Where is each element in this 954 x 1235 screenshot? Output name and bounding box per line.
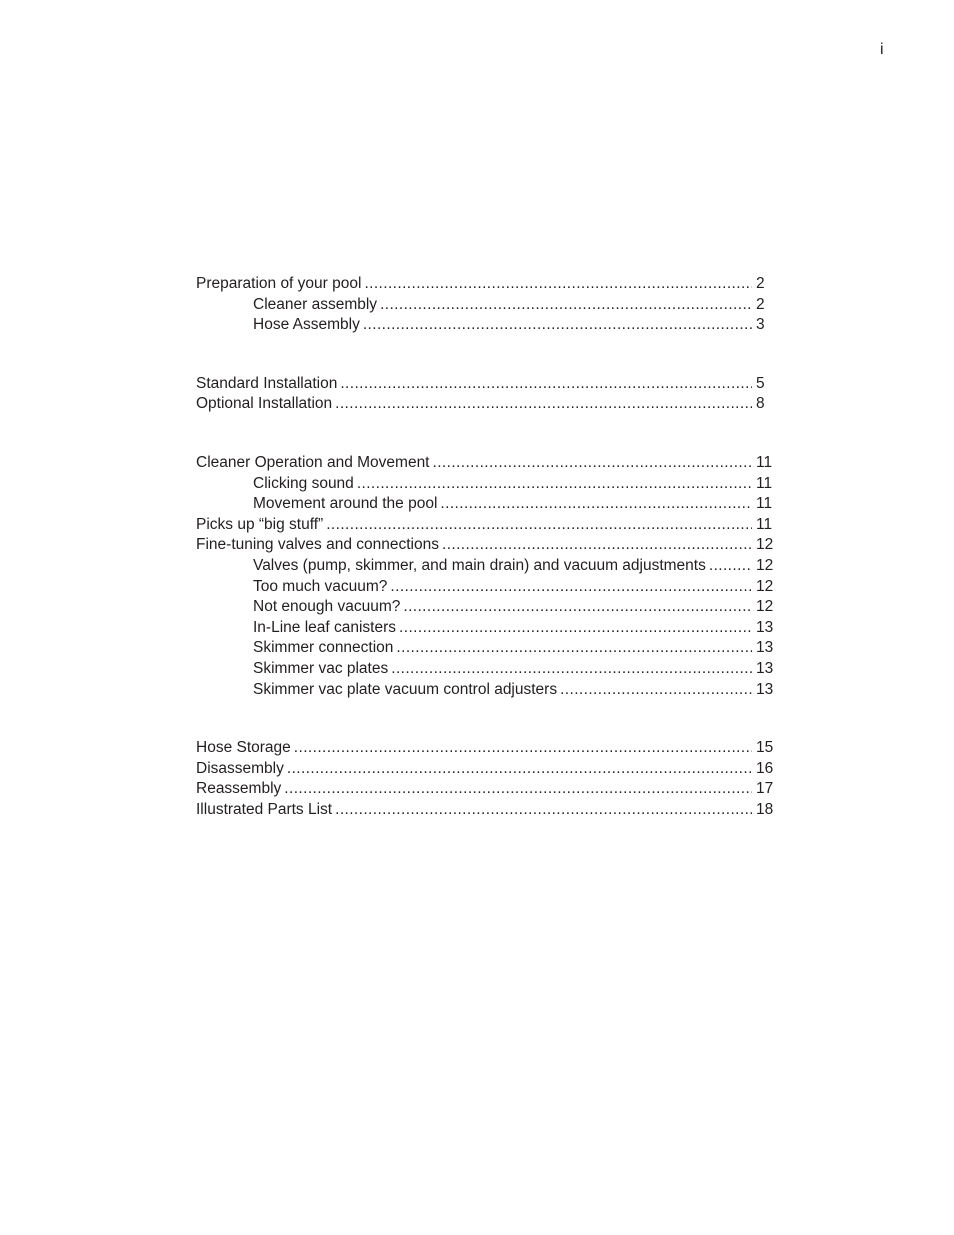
toc-entry-page: 13 [756, 639, 774, 657]
toc-entry-page: 11 [756, 515, 773, 533]
toc-entry-title: Disassembly [196, 759, 284, 777]
toc-entry [196, 556, 778, 577]
toc-entry-title: Hose Storage [196, 739, 291, 757]
toc-entry [196, 597, 778, 618]
toc-entry [196, 315, 778, 336]
toc-dot-leader [560, 680, 752, 701]
toc-entry [196, 738, 778, 759]
toc-entry [196, 515, 778, 536]
toc-entry [196, 295, 778, 316]
table-of-contents [196, 274, 778, 858]
toc-dot-leader [287, 759, 752, 780]
toc-entry-title: Clicking sound [253, 474, 354, 492]
toc-dot-leader [442, 535, 752, 556]
toc-group [196, 453, 778, 700]
toc-dot-leader [440, 494, 752, 515]
toc-dot-leader [391, 659, 752, 680]
toc-dot-leader [433, 453, 753, 474]
toc-entry-title: Not enough vacuum? [253, 598, 401, 616]
toc-entry [196, 474, 778, 495]
toc-entry-title: Skimmer vac plate vacuum control adjusters [253, 680, 558, 698]
toc-dot-leader [390, 577, 752, 598]
toc-entry-title: Picks up “big stuff” [196, 515, 324, 533]
toc-entry [196, 394, 778, 415]
toc-entry-page: 2 [756, 295, 765, 313]
toc-group [196, 274, 778, 336]
toc-entry-page: 12 [756, 536, 774, 554]
toc-entry-title: In-Line leaf canisters [253, 618, 397, 636]
toc-dot-leader [357, 474, 752, 495]
toc-group [196, 738, 778, 820]
toc-entry [196, 638, 778, 659]
toc-entry-page: 12 [756, 598, 774, 616]
toc-entry-title: Reassembly [196, 780, 282, 798]
toc-entry [196, 274, 778, 295]
toc-entry [196, 535, 778, 556]
toc-entry-title: Too much vacuum? [253, 577, 388, 595]
toc-entry-title: Cleaner assembly [253, 295, 378, 313]
toc-dot-leader [335, 800, 752, 821]
toc-dot-leader [709, 556, 752, 577]
toc-entry-page: 17 [756, 780, 774, 798]
toc-dot-leader [284, 779, 752, 800]
toc-entry-page: 18 [756, 800, 774, 818]
toc-entry-title: Hose Assembly [253, 316, 360, 334]
toc-entry-page: 11 [756, 453, 773, 471]
toc-entry-title: Movement around the pool [253, 495, 438, 513]
toc-entry-title: Cleaner Operation and Movement [196, 453, 430, 471]
page-number: i [880, 41, 884, 58]
toc-entry [196, 800, 778, 821]
toc-dot-leader [364, 274, 752, 295]
toc-entry [196, 494, 778, 515]
toc-entry-page: 16 [756, 759, 774, 777]
toc-entry-title: Optional Installation [196, 395, 333, 413]
toc-entry [196, 374, 778, 395]
toc-entry [196, 779, 778, 800]
toc-entry [196, 453, 778, 474]
toc-entry-page: 13 [756, 618, 774, 636]
toc-entry-title: Fine-tuning valves and connections [196, 536, 439, 554]
toc-entry-page: 15 [756, 739, 774, 757]
toc-entry-page: 8 [756, 395, 765, 413]
toc-entry [196, 680, 778, 701]
toc-dot-leader [403, 597, 752, 618]
toc-dot-leader [363, 315, 752, 336]
toc-entry [196, 759, 778, 780]
toc-entry-title: Standard Installation [196, 374, 338, 392]
toc-entry-page: 11 [756, 474, 773, 492]
toc-entry-title: Skimmer connection [253, 639, 394, 657]
toc-dot-leader [340, 374, 752, 395]
toc-dot-leader [396, 638, 752, 659]
toc-entry-title: Valves (pump, skimmer, and main drain) and vacuum adjustments [253, 556, 706, 574]
toc-entry-page: 3 [756, 316, 765, 334]
toc-entry-page: 13 [756, 659, 774, 677]
toc-group [196, 374, 778, 415]
toc-entry-title: Skimmer vac plates [253, 659, 389, 677]
toc-entry-page: 2 [756, 275, 765, 292]
toc-dot-leader [326, 515, 752, 536]
toc-entry-title: Preparation of your pool [196, 275, 362, 292]
toc-entry [196, 618, 778, 639]
toc-dot-leader [335, 394, 752, 415]
toc-entry-page: 13 [756, 680, 774, 698]
toc-entry [196, 577, 778, 598]
toc-entry-page: 11 [756, 495, 773, 513]
toc-dot-leader [294, 738, 752, 759]
toc-entry-title: Illustrated Parts List [196, 800, 333, 818]
toc-dot-leader [399, 618, 752, 639]
toc-entry-page: 12 [756, 577, 774, 595]
toc-entry-page: 5 [756, 374, 765, 392]
toc-entry [196, 659, 778, 680]
toc-entry-page: 12 [756, 556, 774, 574]
toc-dot-leader [380, 295, 752, 316]
